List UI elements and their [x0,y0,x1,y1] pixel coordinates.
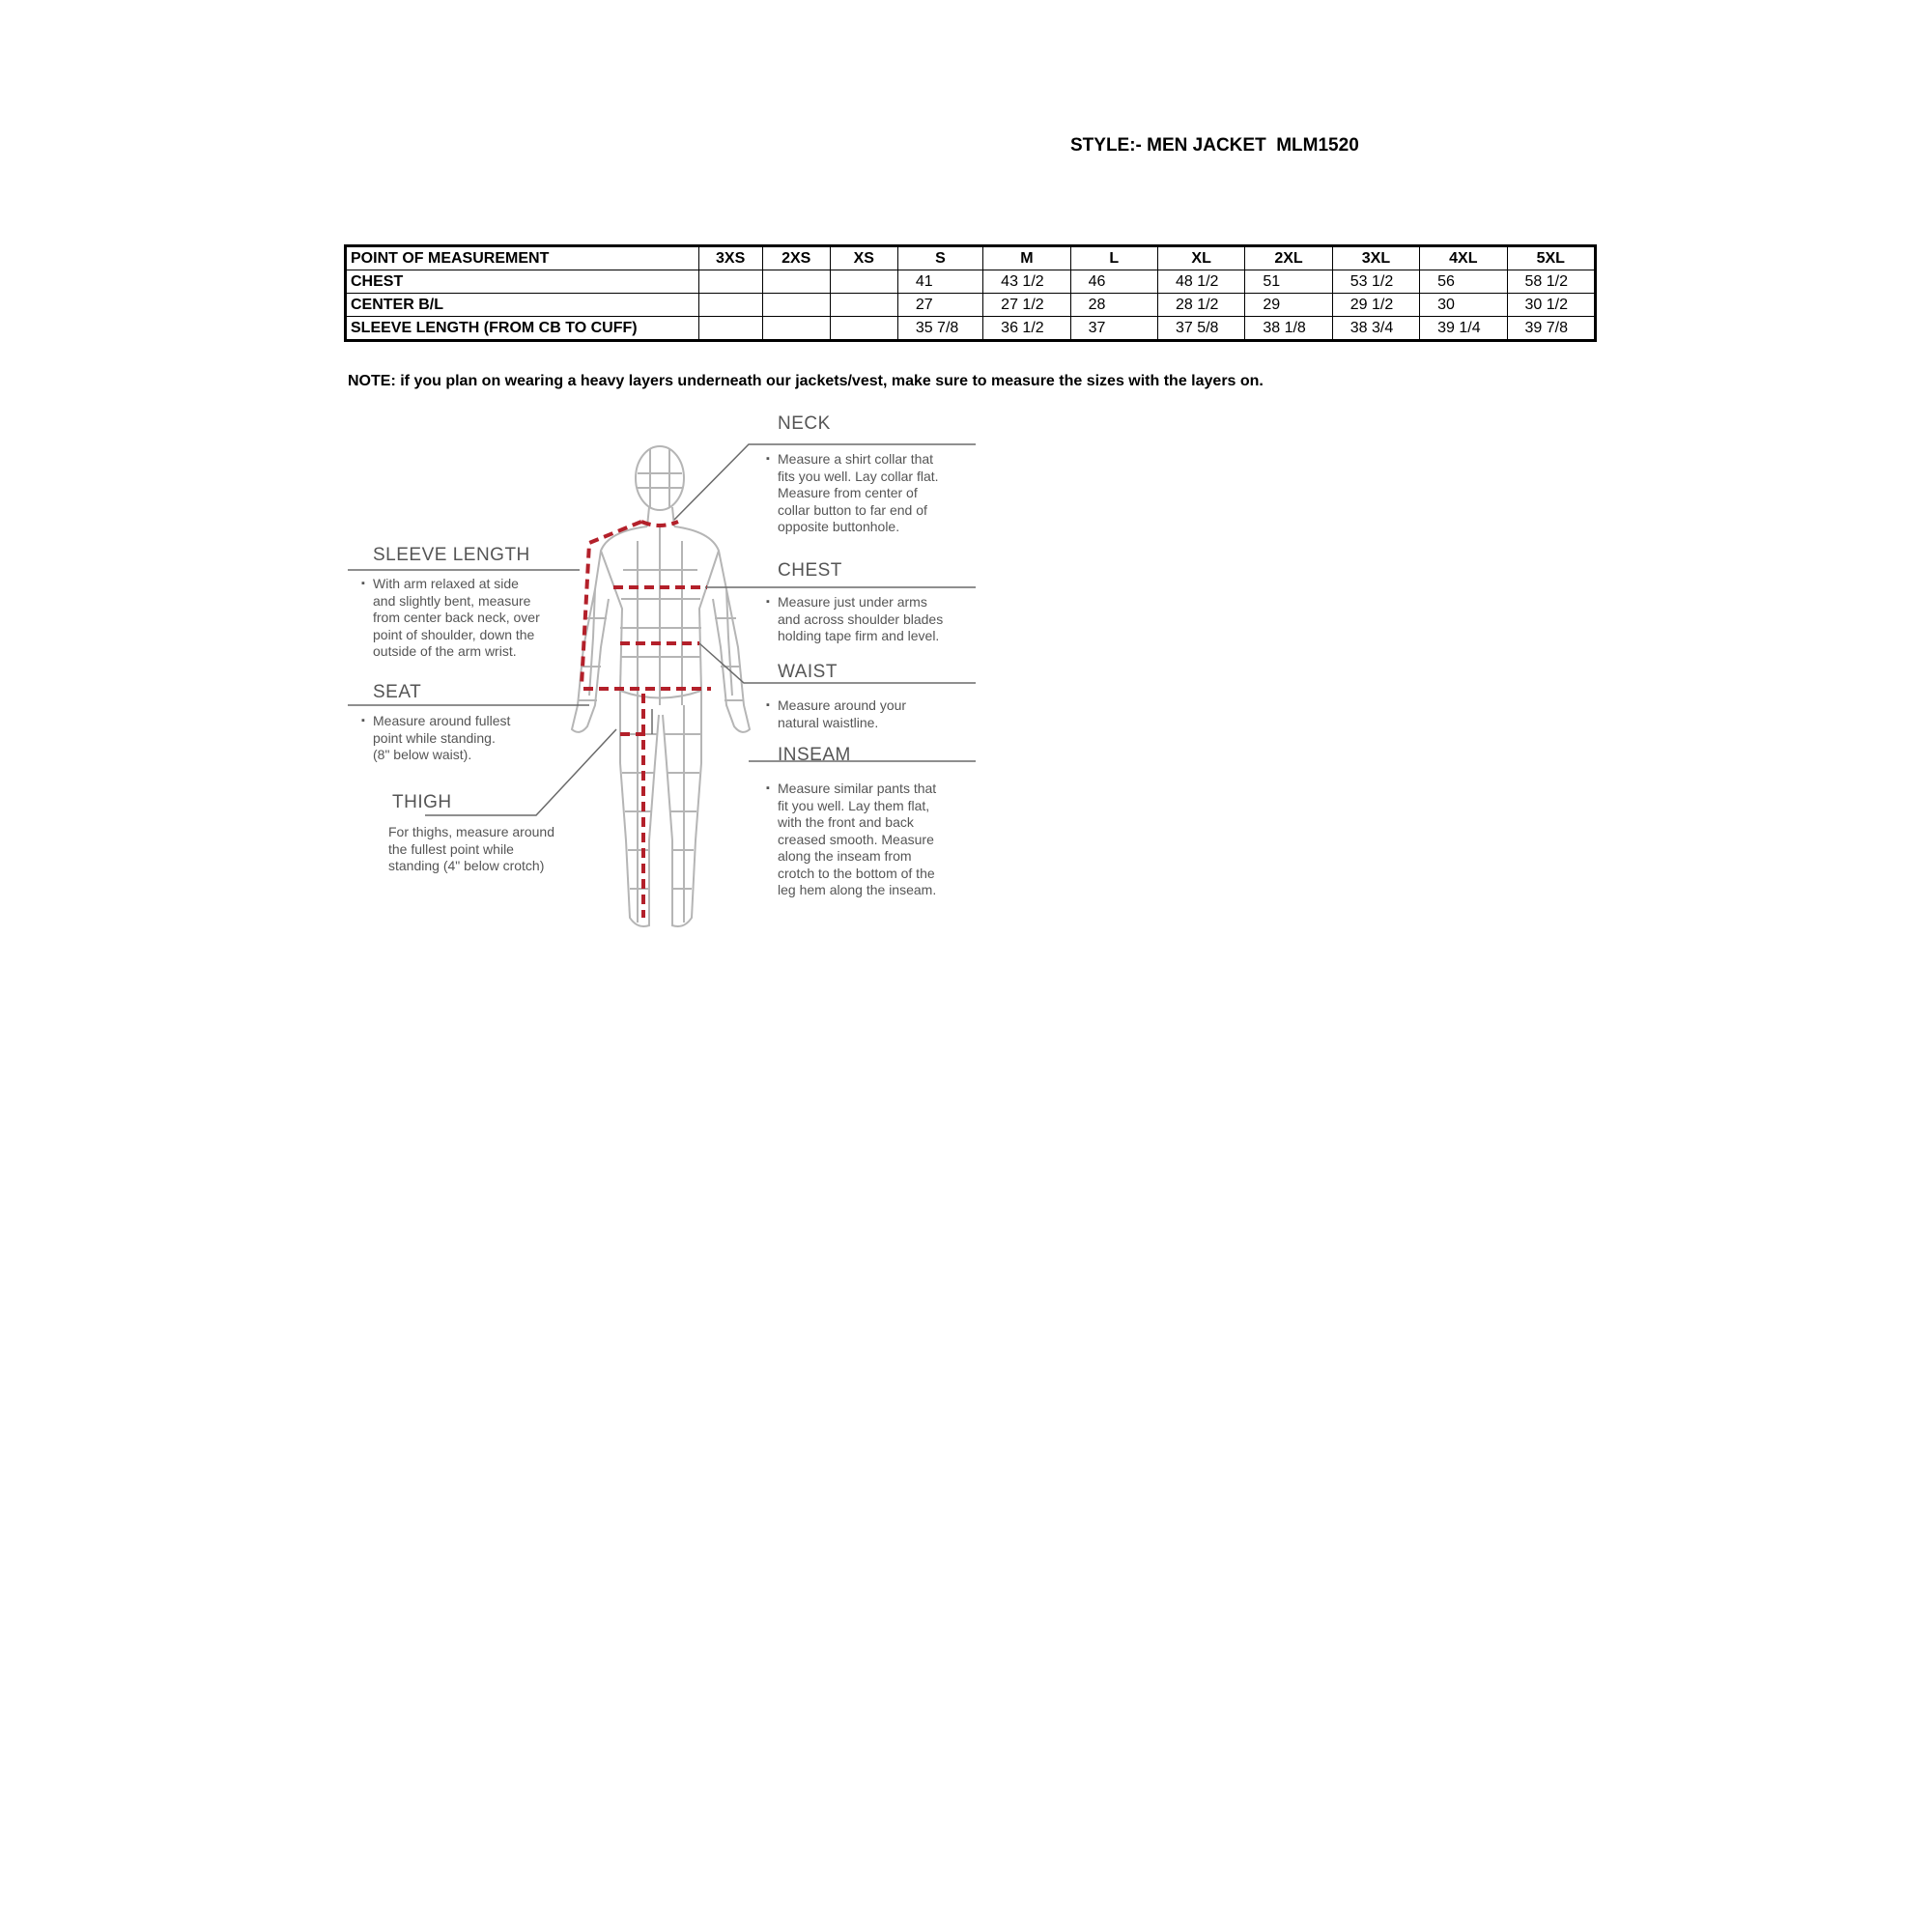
body-outline [572,446,750,926]
table-cell [698,294,762,317]
table-cell: 58 1/2 [1507,270,1595,294]
neck-measure-line [641,522,678,526]
table-cell: 41 [897,270,982,294]
measurement-guide-figure [348,415,985,956]
row-label: CHEST [346,270,699,294]
header-cell: M [983,246,1070,270]
table-cell: 38 1/8 [1245,317,1332,341]
header-cell: S [897,246,982,270]
header-cell: 2XS [762,246,830,270]
neck-heading: NECK [778,413,831,434]
header-cell: POINT OF MEASUREMENT [346,246,699,270]
header-cell: 5XL [1507,246,1595,270]
table-cell: 46 [1070,270,1157,294]
table-cell: 30 1/2 [1507,294,1595,317]
chest-heading: CHEST [778,560,842,581]
table-cell: 48 1/2 [1157,270,1244,294]
table-cell [698,270,762,294]
header-cell: L [1070,246,1157,270]
inseam-description: ▪ Measure similar pants that fit you well. Lay them flat, with the front and back creased smooth. Measure along the inseam from crotch to the bottom of the leg hem along the inseam. [778,781,936,899]
table-row [346,317,1596,341]
seat-description: ▪ Measure around fullest point while standing. (8" below waist). [373,713,510,764]
layering-note: NOTE: if you plan on wearing a heavy layers underneath our jackets/vest, make sure to measure the sizes with the layers on. [348,373,1264,389]
table-cell: 37 [1070,317,1157,341]
sleeve-measure-line [582,522,641,686]
table-cell [762,317,830,341]
sleeve-length-description: ▪ With arm relaxed at side and slightly bent, measure from center back neck, over point of shoulder, down the outside of the arm wrist. [373,576,540,661]
thigh-description: For thighs, measure around the fullest point while standing (4" below crotch) [388,824,554,873]
row-label: SLEEVE LENGTH (FROM CB TO CUFF) [346,317,699,341]
style-title: STYLE:- MEN JACKET MLM1520 [1070,135,1359,156]
table-cell: 29 [1245,294,1332,317]
header-cell: 2XL [1245,246,1332,270]
thigh-heading: THIGH [392,792,452,812]
table-cell: 28 1/2 [1157,294,1244,317]
table-cell [830,270,897,294]
waist-description: ▪ Measure around your natural waistline. [778,697,906,731]
table-cell: 27 [897,294,982,317]
seat-heading: SEAT [373,682,422,702]
row-label: CENTER B/L [346,294,699,317]
table-cell: 30 [1420,294,1507,317]
table-cell: 36 1/2 [983,317,1070,341]
header-cell: 4XL [1420,246,1507,270]
table-cell [698,317,762,341]
table-cell: 38 3/4 [1332,317,1419,341]
chest-description: ▪ Measure just under arms and across shoulder blades holding tape firm and level. [778,594,943,645]
waist-heading: WAIST [778,662,838,682]
table-row [346,270,1596,294]
table-cell: 56 [1420,270,1507,294]
header-cell: XS [830,246,897,270]
table-cell [830,294,897,317]
table-cell: 27 1/2 [983,294,1070,317]
table-cell: 53 1/2 [1332,270,1419,294]
sleeve-length-heading: SLEEVE LENGTH [373,545,530,565]
table-header-row [346,246,1596,270]
header-cell: XL [1157,246,1244,270]
header-cell: 3XS [698,246,762,270]
table-cell [762,270,830,294]
table-cell: 39 1/4 [1420,317,1507,341]
size-chart-table [344,244,1597,342]
table-row [346,294,1596,317]
table-cell: 37 5/8 [1157,317,1244,341]
neck-description: ▪ Measure a shirt collar that fits you well. Lay collar flat. Measure from center of collar button to far end of opposite buttonhole. [778,451,939,536]
table-cell: 51 [1245,270,1332,294]
header-cell: 3XL [1332,246,1419,270]
measurement-lines [582,522,711,918]
table-cell [830,317,897,341]
table-cell: 35 7/8 [897,317,982,341]
inseam-heading: INSEAM [778,745,851,765]
table-cell: 43 1/2 [983,270,1070,294]
table-cell: 28 [1070,294,1157,317]
table-cell [762,294,830,317]
table-cell: 39 7/8 [1507,317,1595,341]
table-cell: 29 1/2 [1332,294,1419,317]
